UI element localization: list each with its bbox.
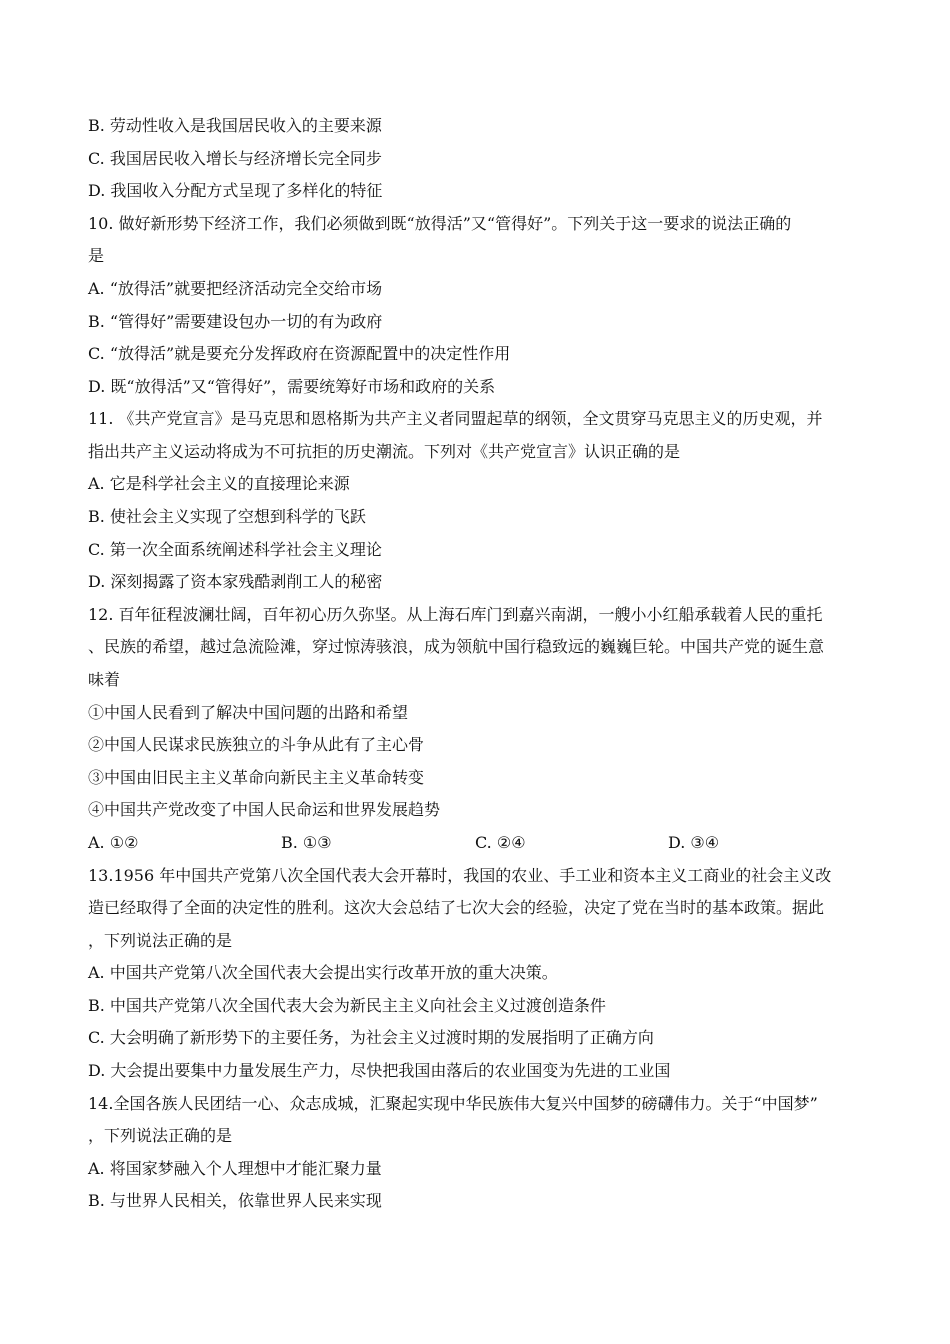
q14-stem-line-2: ，下列说法正确的是	[88, 1126, 233, 1145]
q12-option-a: A. ①②	[88, 833, 139, 852]
q11-option-c: C. 第一次全面系统阐述科学社会主义理论	[88, 540, 382, 559]
q11-stem-line-1: 11. 《共产党宣言》是马克思和恩格斯为共产主义者同盟起草的纲领，全文贯穿马克思主义的历史观，并	[88, 409, 823, 428]
q12-option-d: D. ③④	[668, 833, 720, 852]
q9-option-b: B. 劳动性收入是我国居民收入的主要来源	[88, 116, 382, 135]
q10-option-d: D. 既“放得活”又“管得好”，需要统筹好市场和政府的关系	[88, 377, 496, 396]
q10-stem-line-1: 10. 做好新形势下经济工作，我们必须做到既“放得活”又“管得好”。下列关于这一要求的说法正确的	[88, 214, 792, 233]
q12-statement-2: ②中国人民谋求民族独立的斗争从此有了主心骨	[88, 735, 425, 754]
q13-option-b: B. 中国共产党第八次全国代表大会为新民主主义向社会主义过渡创造条件	[88, 996, 606, 1015]
q13-stem-line-1: 13.1956 年中国共产党第八次全国代表大会开幕时，我国的农业、手工业和资本主义工商业的社会主义改	[88, 866, 832, 885]
q10-option-c: C. “放得活”就是要充分发挥政府在资源配置中的决定性作用	[88, 344, 511, 363]
q12-stem-line-3: 味着	[88, 670, 121, 689]
q11-stem-line-2: 指出共产主义运动将成为不可抗拒的历史潮流。下列对《共产党宣言》认识正确的是	[88, 442, 681, 461]
q10-option-a: A. “放得活”就要把经济活动完全交给市场	[88, 279, 383, 298]
q12-statement-4: ④中国共产党改变了中国人民命运和世界发展趋势	[88, 800, 441, 819]
q10-option-b: B. “管得好”需要建设包办一切的有为政府	[88, 312, 383, 331]
q12-option-b: B. ①③	[281, 833, 332, 852]
q12-statement-3: ③中国由旧民主主义革命向新民主主义革命转变	[88, 768, 425, 787]
q13-stem-line-3: ，下列说法正确的是	[88, 931, 233, 950]
q12-stem-line-2: 、民族的希望，越过急流险滩，穿过惊涛骇浪，成为领航中国行稳致远的巍巍巨轮。中国共产党的诞生意	[88, 637, 825, 656]
q12-statement-1: ①中国人民看到了解决中国问题的出路和希望	[88, 703, 409, 722]
q13-option-c: C. 大会明确了新形势下的主要任务，为社会主义过渡时期的发展指明了正确方向	[88, 1028, 654, 1047]
q11-option-b: B. 使社会主义实现了空想到科学的飞跃	[88, 507, 366, 526]
q11-option-d: D. 深刻揭露了资本家残酷剥削工人的秘密	[88, 572, 383, 591]
q9-option-d: D. 我国收入分配方式呈现了多样化的特征	[88, 181, 383, 200]
q14-stem-line-1: 14.全国各族人民团结一心、众志成城，汇聚起实现中华民族伟大复兴中国梦的磅礴伟力。关于“中国梦”	[88, 1094, 818, 1113]
q13-option-a: A. 中国共产党第八次全国代表大会提出实行改革开放的重大决策。	[88, 963, 558, 982]
q14-option-b: B. 与世界人民相关，依靠世界人民来实现	[88, 1191, 382, 1210]
q13-stem-line-2: 造已经取得了全面的决定性的胜利。这次大会总结了七次大会的经验，决定了党在当时的基本政策。据此	[88, 898, 825, 917]
q12-stem-line-1: 12. 百年征程波澜壮阔，百年初心历久弥坚。从上海石库门到嘉兴南湖，一艘小小红船承载着人民的重托	[88, 605, 823, 624]
q10-stem-line-2: 是	[88, 246, 105, 265]
q12-option-c: C. ②④	[475, 833, 526, 852]
q14-option-a: A. 将国家梦融入个人理想中才能汇聚力量	[88, 1159, 382, 1178]
q11-option-a: A. 它是科学社会主义的直接理论来源	[88, 474, 350, 493]
q9-option-c: C. 我国居民收入增长与经济增长完全同步	[88, 149, 382, 168]
q13-option-d: D. 大会提出要集中力量发展生产力，尽快把我国由落后的农业国变为先进的工业国	[88, 1061, 671, 1080]
